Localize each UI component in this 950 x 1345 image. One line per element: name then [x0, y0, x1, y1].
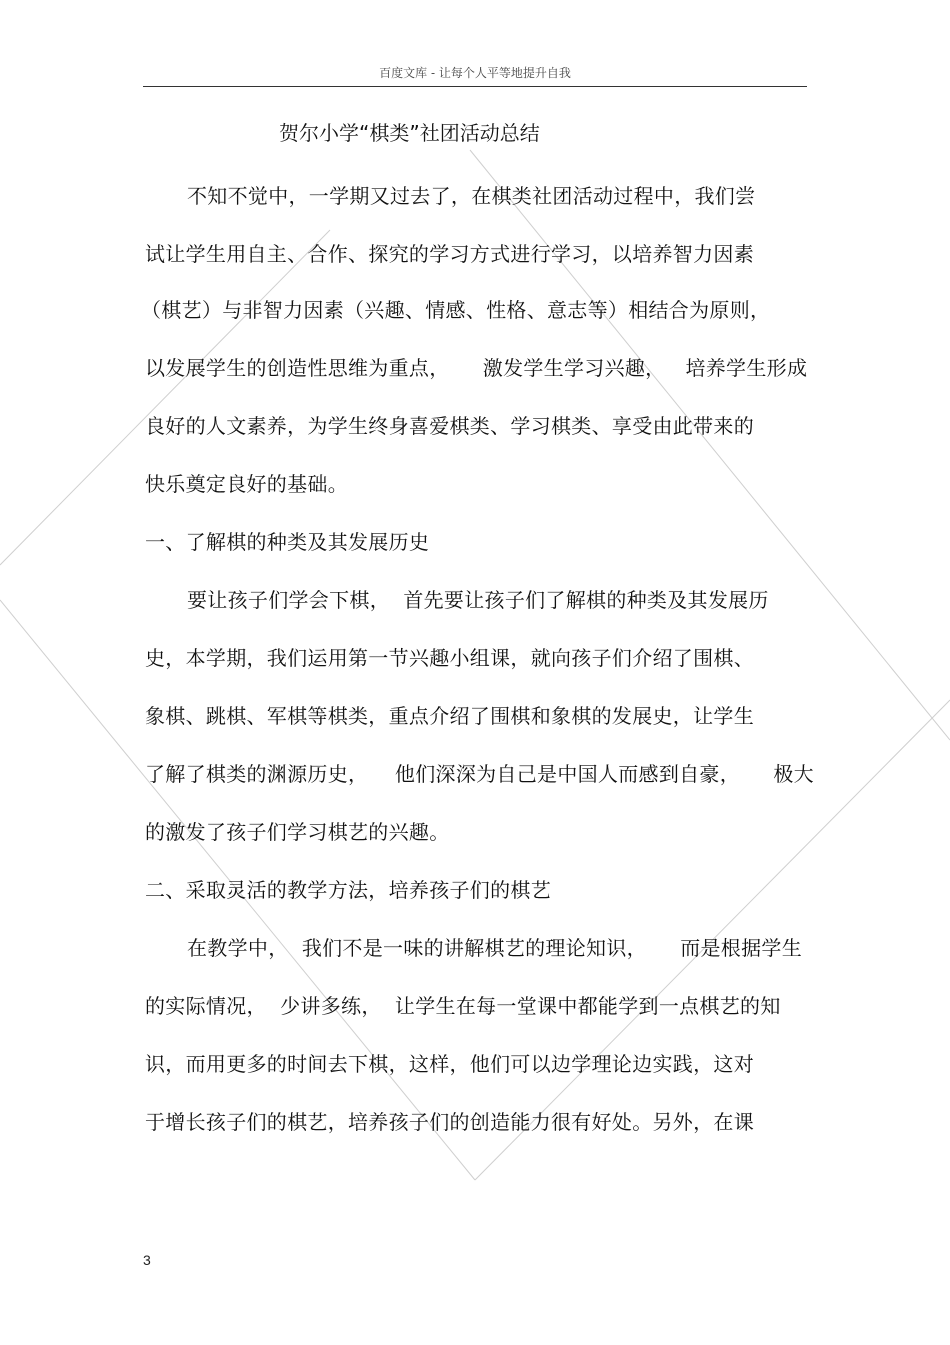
- page-number: 3: [143, 1252, 151, 1268]
- body-line: 要让孩子们学会下棋， 首先要让孩子们了解棋的种类及其发展历: [187, 588, 769, 612]
- body-line: 史，本学期，我们运用第一节兴趣小组课，就向孩子们介绍了围棋、: [145, 646, 754, 670]
- body-line: 不知不觉中，一学期又过去了，在棋类社团活动过程中，我们尝: [187, 184, 756, 208]
- document-title: 贺尔小学“棋类”社团活动总结: [279, 121, 540, 145]
- body-line: （棋艺）与非智力因素（兴趣、情感、性格、意志等）相结合为原则，: [141, 298, 771, 322]
- section-heading-2: 二、采取灵活的教学方法，培养孩子们的棋艺: [145, 878, 551, 902]
- body-line: 试让学生用自主、合作、探究的学习方式进行学习，以培养智力因素: [145, 242, 754, 266]
- body-line: 的实际情况， 少讲多练， 让学生在每一堂课中都能学到一点棋艺的知: [145, 994, 781, 1018]
- watermark-line-left-upper: [0, 230, 330, 565]
- body-line: 以发展学生的创造性思维为重点， 激发学生学习兴趣， 培养学生形成: [145, 356, 808, 380]
- body-line: 快乐奠定良好的基础。: [145, 472, 348, 496]
- header-divider: [143, 86, 807, 87]
- body-line: 良好的人文素养，为学生终身喜爱棋类、学习棋类、享受由此带来的: [145, 414, 754, 438]
- section-heading-1: 一、了解棋的种类及其发展历史: [145, 530, 430, 554]
- body-line: 的激发了孩子们学习棋艺的兴趣。: [145, 820, 450, 844]
- body-line: 在教学中， 我们不是一味的讲解棋艺的理论知识， 而是根据学生: [187, 936, 803, 960]
- body-line: 象棋、跳棋、军棋等棋类，重点介绍了围棋和象棋的发展史，让学生: [145, 704, 754, 728]
- body-line: 于增长孩子们的棋艺，培养孩子们的创造能力很有好处。另外，在课: [145, 1110, 754, 1134]
- page-header: 百度文库 - 让每个人平等地提升自我: [379, 66, 571, 80]
- body-line: 了解了棋类的渊源历史， 他们深深为自己是中国人而感到自豪， 极大: [145, 762, 814, 786]
- body-line: 识，而用更多的时间去下棋，这样，他们可以边学理论边实践，这对: [145, 1052, 754, 1076]
